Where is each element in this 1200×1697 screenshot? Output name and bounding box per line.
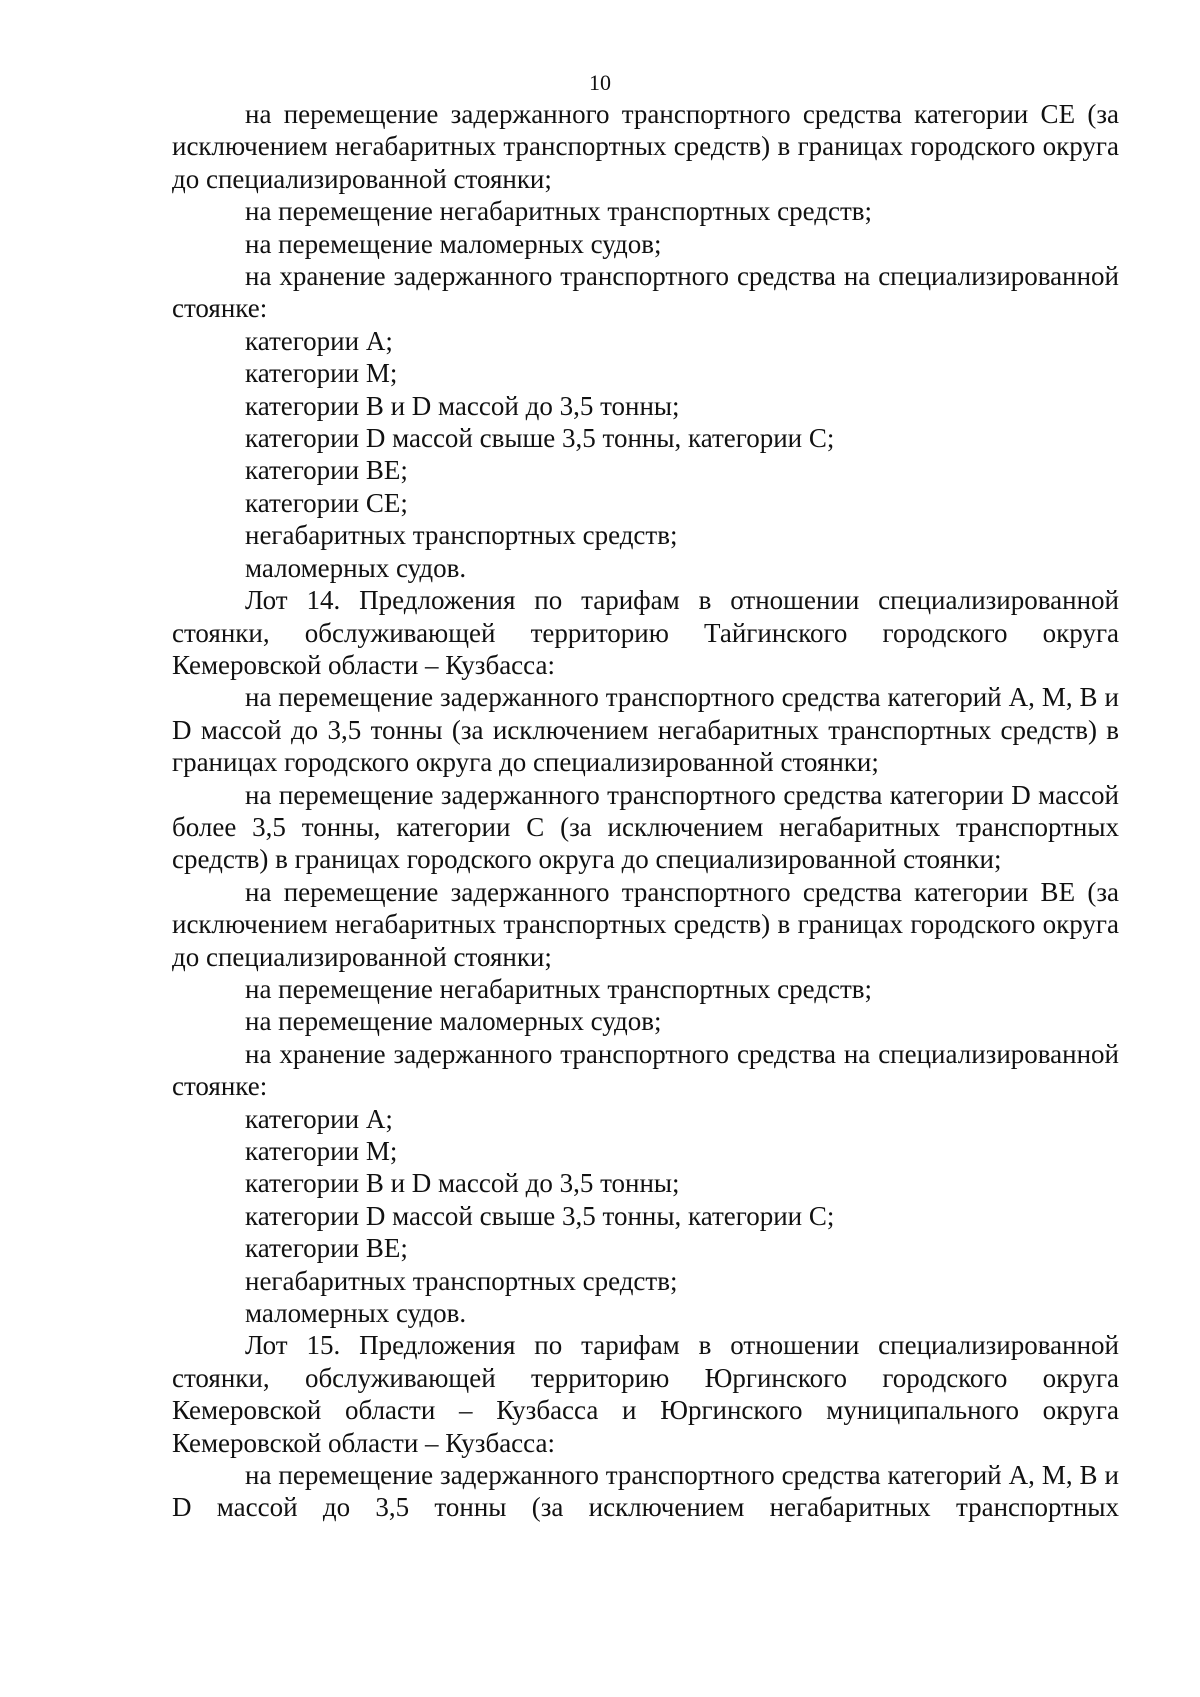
list-item: категории B и D массой до 3,5 тонны; <box>245 390 680 421</box>
list-item: категории B и D массой до 3,5 тонны; <box>245 1168 680 1199</box>
list-item: категории D массой свыше 3,5 тонны, категории C; <box>245 423 835 454</box>
list-item: категории A; <box>245 1103 393 1134</box>
lot-heading-paragraph: Лот 15. Предложения по тарифам в отношении специализированной стоянки, обслуживающей территорию Юргинского городского округа Кемеровской области – Кузбасса и Юргинского муниципального округа Кемеровской области – Кузбасса: <box>172 1330 1119 1458</box>
list-item: категории D массой свыше 3,5 тонны, категории C; <box>245 1200 835 1231</box>
list-item: категории BE; <box>245 1233 408 1264</box>
paragraph: на перемещение задержанного транспортного средства категории BE (за исключением негабаритных транспортных средств) в границах городского округа до специализированной стоянки; <box>172 876 1119 972</box>
list-item: категории M; <box>245 358 398 389</box>
paragraph: на хранение задержанного транспортного средства на специализированной стоянке: <box>172 1038 1119 1102</box>
paragraph: на перемещение негабаритных транспортных средств; <box>245 973 873 1004</box>
list-item: негабаритных транспортных средств; <box>245 520 678 551</box>
list-item: категории A; <box>245 325 393 356</box>
list-item: категории BE; <box>245 455 408 486</box>
document-body <box>172 98 1119 1524</box>
list-item: маломерных судов. <box>245 552 467 583</box>
page-number: 10 <box>589 70 611 95</box>
list-item: категории CE; <box>245 487 408 518</box>
list-item: категории M; <box>245 1136 398 1166</box>
paragraph: на перемещение негабаритных транспортных средств; <box>245 196 873 227</box>
paragraph: на перемещение маломерных судов; <box>245 1006 662 1037</box>
paragraph: на перемещение задержанного транспортного средства категорий A, M, B и D массой до 3,5 тонны (за исключением негабаритных транспортных <box>172 1460 1119 1523</box>
list-item: негабаритных транспортных средств; <box>245 1265 678 1296</box>
paragraph: на перемещение задержанного транспортного средства категории СЕ (за исключением негабаритных транспортных средств) в границах городского округа до специализированной стоянки; <box>172 99 1119 194</box>
paragraph: на перемещение задержанного транспортного средства категорий A, M, B и D массой до 3,5 тонны (за исключением негабаритных транспортных средств) в границах городского округа до специализированной стоянки; <box>172 682 1119 778</box>
lot-heading-paragraph: Лот 14. Предложения по тарифам в отношении специализированной стоянки, обслуживающей территорию Тайгинского городского округа Кемеровской области – Кузбасса: <box>172 585 1119 680</box>
paragraph: на хранение задержанного транспортного средства на специализированной стоянке: <box>172 261 1119 324</box>
paragraph: на перемещение задержанного транспортного средства категории D массой более 3,5 тонны, категории C (за исключением негабаритных транспортных средств) в границах городского округа до специализированной стоянки; <box>172 779 1119 875</box>
list-item: маломерных судов. <box>245 1298 467 1329</box>
paragraph: на перемещение маломерных судов; <box>245 228 662 259</box>
